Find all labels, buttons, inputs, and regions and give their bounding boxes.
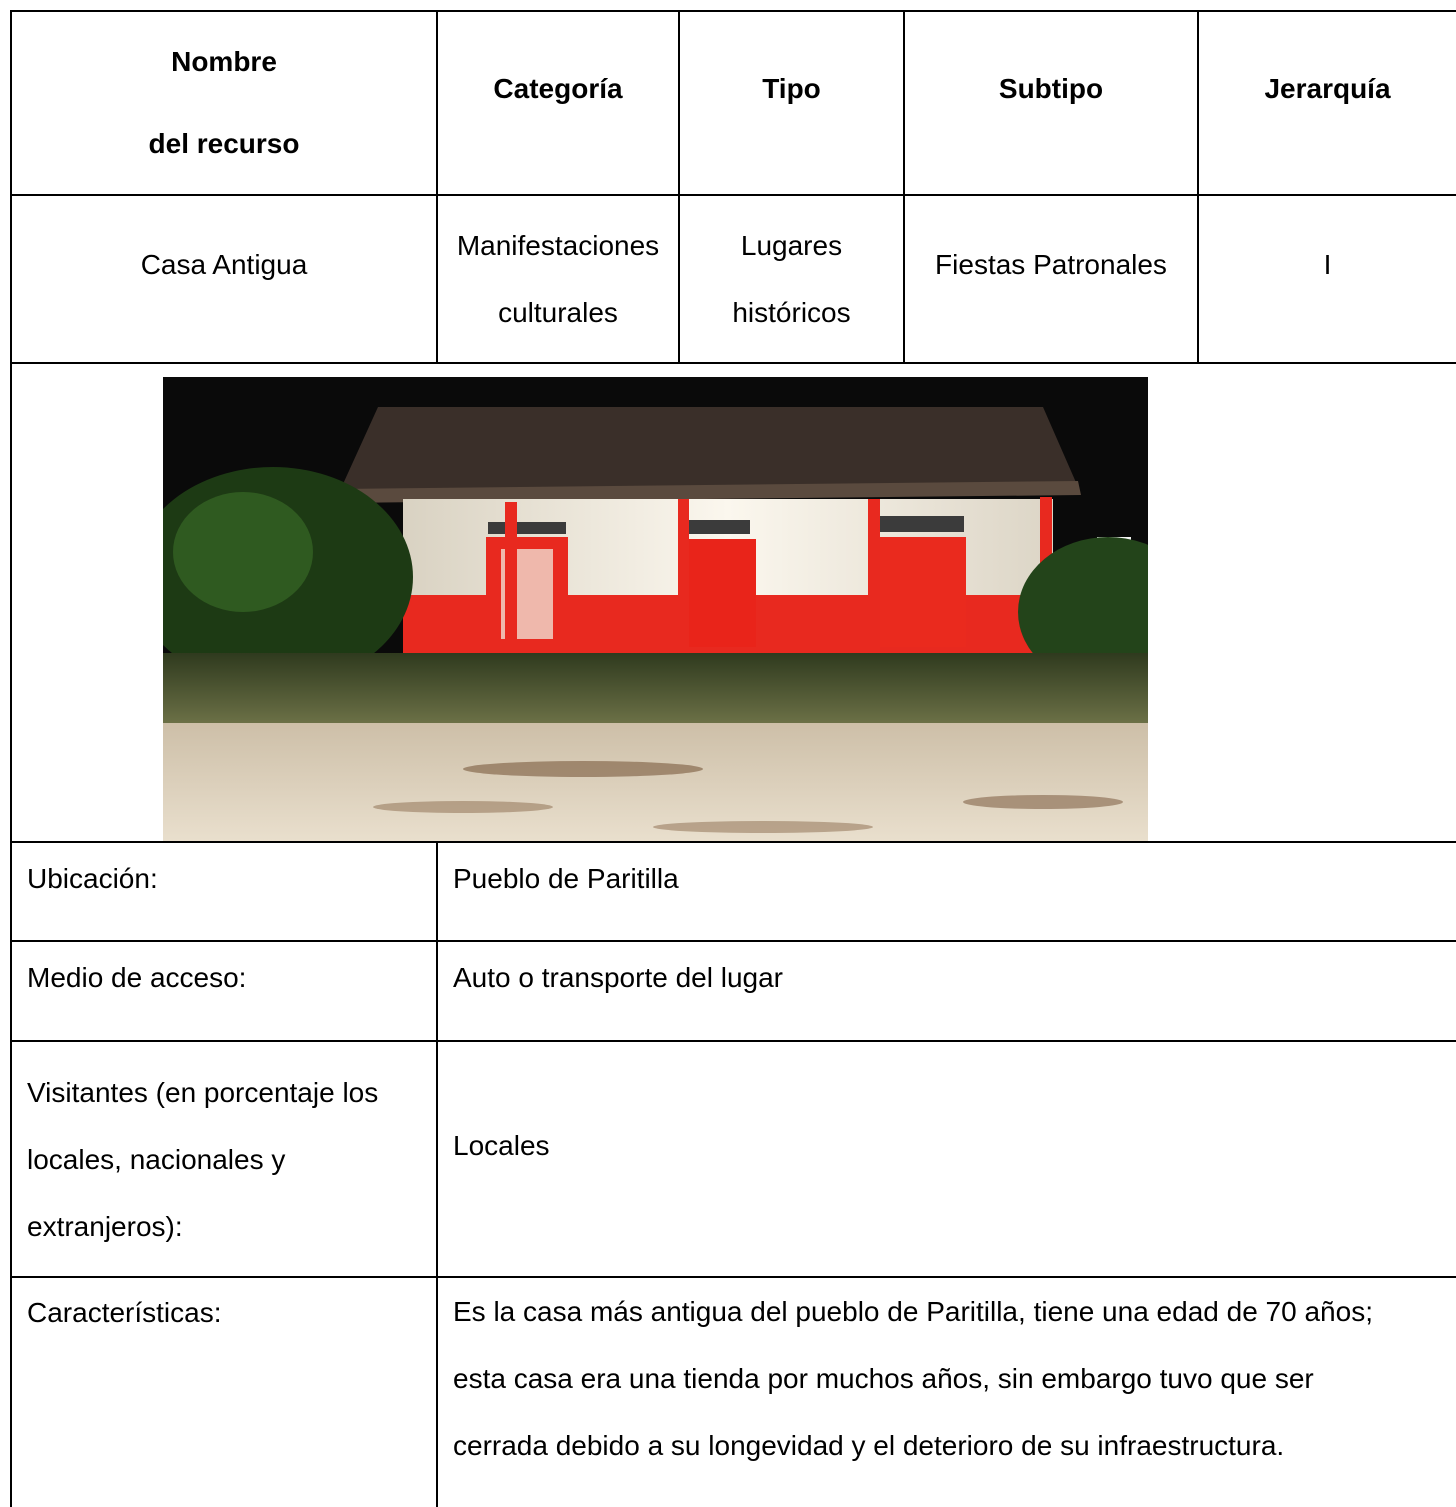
- header-nombre-line2: del recurso: [148, 128, 300, 159]
- header-tipo: Tipo: [762, 72, 821, 104]
- caracteristicas-line2: esta casa era una tienda por muchos años, sin embargo tuvo que ser: [453, 1363, 1314, 1394]
- value-visitantes: Locales: [453, 1129, 550, 1161]
- label-visitantes-line2: locales, nacionales y: [27, 1143, 286, 1175]
- value-ubicacion: Pueblo de Paritilla: [453, 862, 679, 894]
- post-3: [868, 499, 880, 655]
- label-visitantes-line1: Visitantes (en porcentaje los: [27, 1076, 379, 1108]
- header-categoria: Categoría: [493, 72, 623, 104]
- label-visitantes: [12, 1042, 436, 1276]
- header-nombre: [12, 12, 436, 194]
- road-patch-2: [373, 801, 553, 813]
- label-caracteristicas: Características:: [27, 1297, 222, 1328]
- road: [163, 723, 1148, 841]
- post-1: [505, 502, 517, 652]
- value-caracteristicas: [438, 1278, 1456, 1507]
- header-nombre-line1: Nombre: [171, 46, 277, 77]
- road-patch-4: [653, 821, 873, 833]
- bush-left-highlight: [173, 492, 313, 612]
- header-jerarquia: Jerarquía: [1264, 72, 1391, 104]
- grille-center: [688, 520, 750, 534]
- value-categoria-line2: culturales: [498, 297, 618, 328]
- header-subtipo: Subtipo: [998, 72, 1104, 104]
- post-2: [678, 499, 689, 655]
- road-patch-1: [463, 761, 703, 777]
- label-medio-acceso: Medio de acceso:: [27, 961, 247, 993]
- caracteristicas-line3: cerrada debido a su longevidad y el deterioro de su infraestructura.: [453, 1430, 1285, 1461]
- road-patch-3: [963, 795, 1123, 809]
- value-tipo-line2: históricos: [732, 297, 851, 328]
- door-center: [686, 539, 756, 647]
- caracteristicas-line1: Es la casa más antigua del pueblo de Paritilla, tiene una edad de 70 años;: [453, 1296, 1373, 1327]
- value-tipo-line1: Lugares: [740, 230, 843, 261]
- value-subtipo: Fiestas Patronales: [935, 248, 1167, 280]
- door-right: [878, 537, 966, 647]
- value-nombre: Casa Antigua: [140, 248, 308, 280]
- value-tipo: [680, 196, 903, 362]
- value-categoria-line1: Manifestaciones: [456, 230, 660, 261]
- label-visitantes-line3: extranjeros):: [27, 1210, 183, 1242]
- tile-roof: [338, 407, 1078, 495]
- value-jerarquia: I: [1323, 248, 1332, 280]
- grille-right: [880, 516, 964, 532]
- house-photo: [163, 377, 1148, 841]
- value-medio-acceso: Auto o transporte del lugar: [453, 961, 783, 993]
- grille-left: [488, 522, 566, 534]
- value-categoria: [438, 196, 678, 362]
- resource-inventory-sheet: [10, 10, 1456, 1507]
- rule-values-bottom: [10, 362, 1456, 364]
- grass-strip: [163, 653, 1148, 723]
- label-ubicacion: Ubicación:: [27, 862, 158, 894]
